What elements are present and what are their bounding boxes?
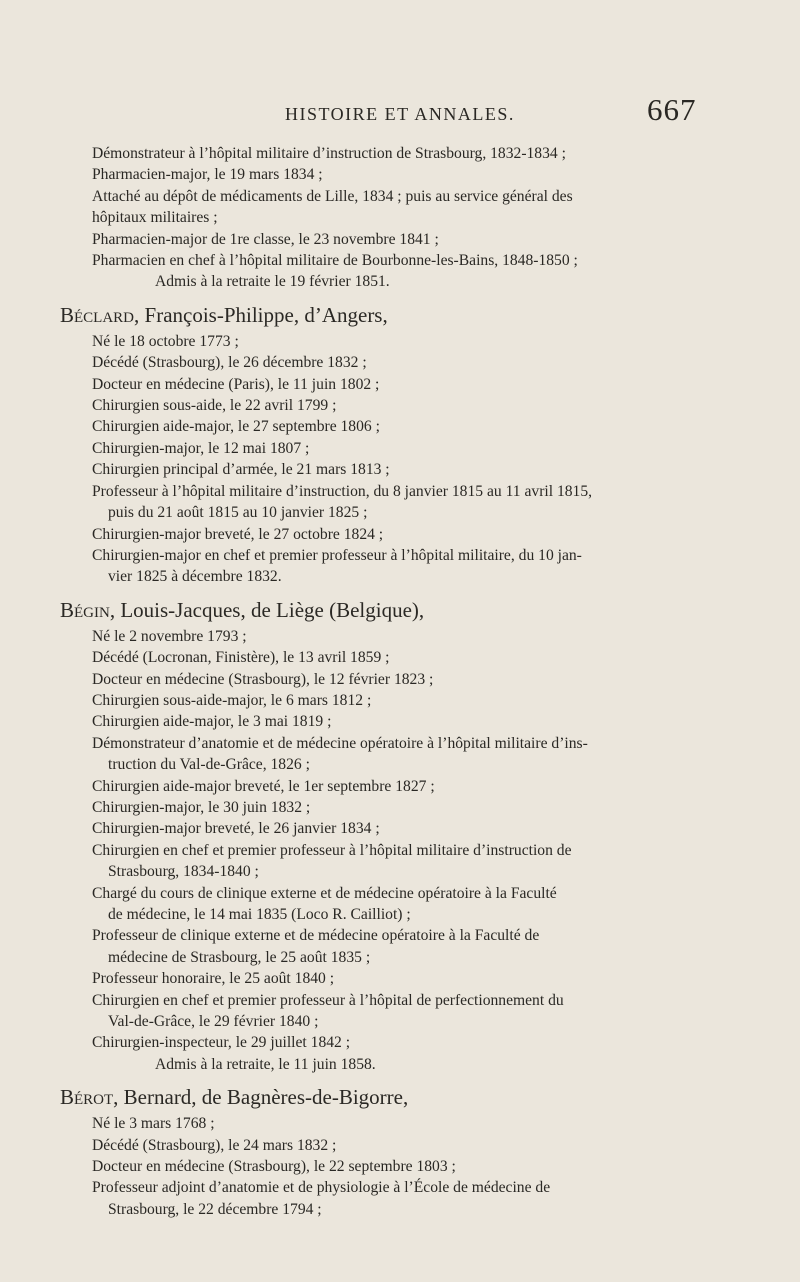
- text-line: Chargé du cours de clinique externe et de médecine opératoire à la Faculté: [92, 884, 557, 902]
- text-line: Chirurgien aide-major, le 3 mai 1819 ;: [92, 713, 332, 731]
- text-line: hôpitaux militaires ;: [92, 209, 218, 227]
- text-line: Admis à la retraite le 19 février 1851.: [155, 273, 390, 291]
- text-line: Chirurgien principal d’armée, le 21 mars 1813 ;: [92, 461, 390, 479]
- text-line: Professeur de clinique externe et de médecine opératoire à la Faculté de: [92, 927, 540, 945]
- text-line: Pharmacien en chef à l’hôpital militaire de Bourbonne-les-Bains, 1848-1850 ;: [92, 252, 578, 270]
- text-line: Démonstrateur à l’hôpital militaire d’instruction de Strasbourg, 1832-1834 ;: [92, 145, 566, 162]
- text-line: Chirurgien en chef et premier professeur à l’hôpital militaire d’instruction de: [92, 841, 572, 859]
- entry-surname: Béclard: [60, 302, 135, 327]
- entry-given-names: , Louis-Jacques, de Liège (Belgique),: [109, 597, 425, 622]
- text-line: Démonstrateur d’anatomie et de médecine opératoire à l’hôpital militaire d’ins-: [92, 734, 588, 752]
- text-line: Né le 2 novembre 1793 ;: [92, 627, 247, 645]
- text-line: Professeur à l’hôpital militaire d’instruction, du 8 janvier 1815 au 11 avril 1815,: [92, 482, 593, 500]
- text-line: Strasbourg, 1834-1840 ;: [108, 863, 259, 881]
- text-line: Pharmacien-major de 1re classe, le 23 novembre 1841 ;: [92, 230, 439, 248]
- text-line: médecine de Strasbourg, le 25 août 1835 ;: [108, 948, 371, 966]
- text-line: Strasbourg, le 22 décembre 1794 ;: [108, 1200, 322, 1218]
- text-line: Chirurgien-major, le 12 mai 1807 ;: [92, 439, 310, 457]
- text-line: vier 1825 à décembre 1832.: [108, 568, 282, 586]
- text-line: Docteur en médecine (Strasbourg), le 12 février 1823 ;: [92, 670, 434, 688]
- text-line: Docteur en médecine (Strasbourg), le 22 septembre 1803 ;: [92, 1158, 456, 1176]
- text-line: Né le 3 mars 1768 ;: [92, 1115, 215, 1133]
- entry-heading: [0, 1084, 800, 1110]
- text-line: Chirurgien aide-major breveté, le 1er septembre 1827 ;: [92, 777, 435, 795]
- text-line: Chirurgien-major, le 30 juin 1832 ;: [92, 798, 311, 816]
- text-line: Attaché au dépôt de médicaments de Lille, 1834 ; puis au service général des: [92, 187, 573, 205]
- text-line: Professeur adjoint d’anatomie et de physiologie à l’École de médecine de: [92, 1179, 551, 1197]
- text-line: Chirurgien-major breveté, le 26 janvier 1834 ;: [92, 820, 380, 838]
- text-line: Décédé (Strasbourg), le 24 mars 1832 ;: [92, 1136, 337, 1154]
- entry-heading: [0, 302, 800, 328]
- text-line: Décédé (Locronan, Finistère), le 13 avril 1859 ;: [92, 649, 390, 667]
- text-line: Docteur en médecine (Paris), le 11 juin 1802 ;: [92, 375, 380, 393]
- entry-heading: [0, 597, 800, 623]
- text-line: Décédé (Strasbourg), le 26 décembre 1832 ;: [92, 354, 367, 372]
- running-title: HISTOIRE ET ANNALES.: [285, 104, 515, 124]
- text-line: Pharmacien-major, le 19 mars 1834 ;: [92, 166, 323, 184]
- entry-surname: Bégin: [60, 597, 110, 622]
- text-line: puis du 21 août 1815 au 10 janvier 1825 ;: [108, 504, 368, 522]
- text-line: de médecine, le 14 mai 1835 (Loco R. Cailliot) ;: [108, 906, 411, 923]
- text-line: Admis à la retraite, le 11 juin 1858.: [155, 1055, 376, 1073]
- text-line: Professeur honoraire, le 25 août 1840 ;: [92, 970, 335, 988]
- text-line: Chirurgien-major breveté, le 27 octobre 1824 ;: [92, 525, 384, 543]
- text-line: Chirurgien-inspecteur, le 29 juillet 1842 ;: [92, 1034, 351, 1052]
- text-line: truction du Val-de-Grâce, 1826 ;: [108, 756, 310, 774]
- page-header: [0, 92, 800, 138]
- page-number: 667: [647, 92, 697, 127]
- page-body: [0, 143, 800, 1220]
- text-line: Chirurgien en chef et premier professeur à l’hôpital de perfectionnement du: [92, 991, 564, 1009]
- text-line: Né le 18 octobre 1773 ;: [92, 332, 239, 350]
- entry-given-names: , Bernard, de Bagnères-de-Bigorre,: [113, 1085, 409, 1110]
- text-line: Chirurgien aide-major, le 27 septembre 1806 ;: [92, 418, 380, 436]
- text-line: Chirurgien sous-aide-major, le 6 mars 1812 ;: [92, 691, 372, 709]
- text-line: Val-de-Grâce, le 29 février 1840 ;: [108, 1013, 319, 1031]
- text-line: Chirurgien-major en chef et premier professeur à l’hôpital militaire, du 10 jan-: [92, 546, 582, 564]
- entry-given-names: , François-Philippe, d’Angers,: [134, 302, 388, 327]
- entry-surname: Bérot: [60, 1085, 114, 1110]
- text-line: Chirurgien sous-aide, le 22 avril 1799 ;: [92, 397, 337, 415]
